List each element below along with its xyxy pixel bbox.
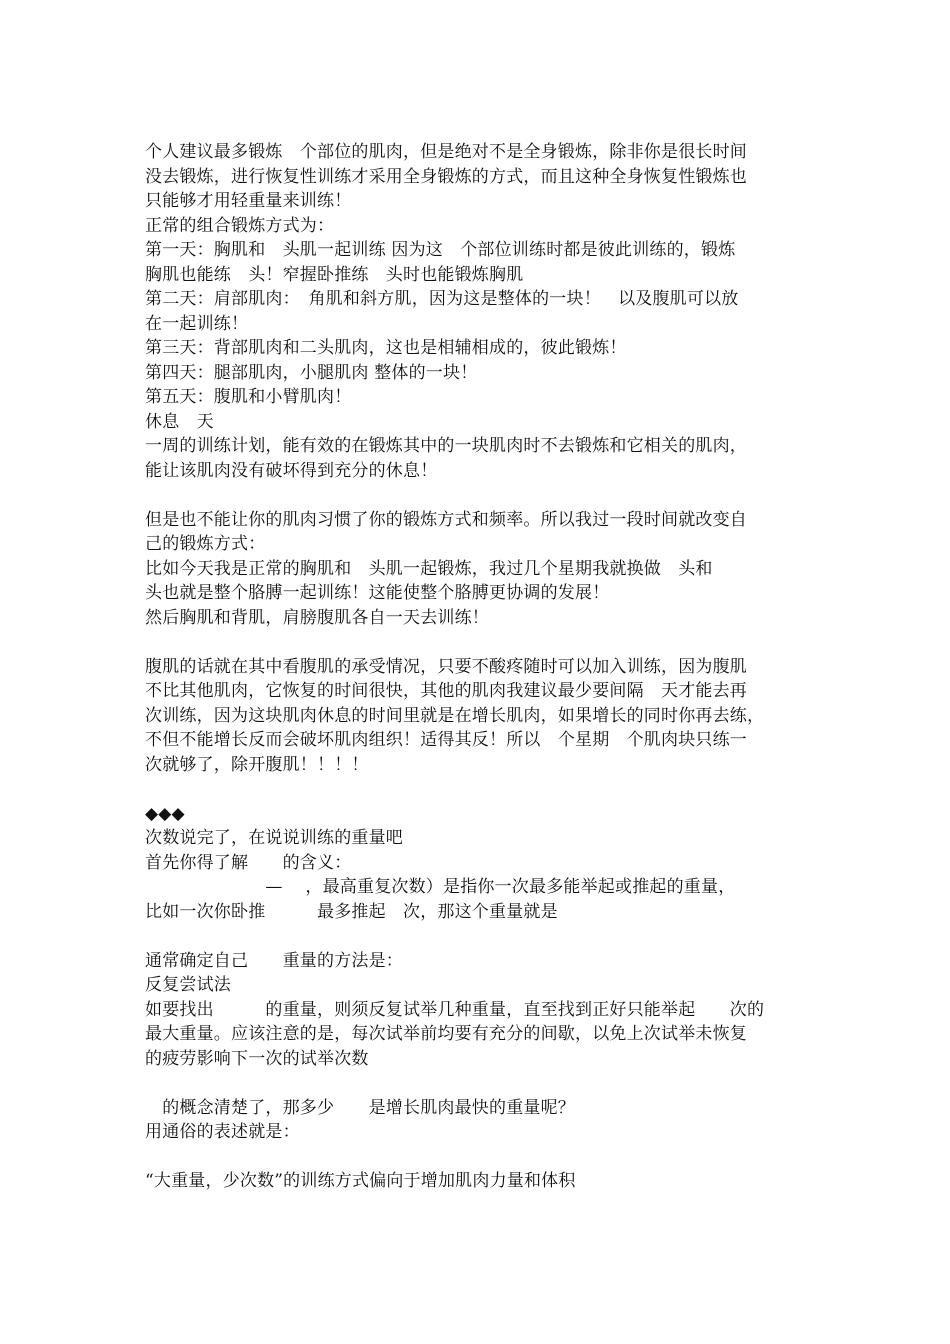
text-line: ◆◆◆	[145, 803, 185, 824]
blank-line	[145, 924, 810, 949]
text-line: 用通俗的表述就是：	[145, 1122, 300, 1142]
text-line: “大重量，少次数”的训练方式偏向于增加肌肉力量和体积	[145, 1171, 576, 1191]
text-line: 在一起训练！	[145, 313, 249, 334]
text-line: 第三天：背部肌肉和二头肌肉，这也是相辅相成的，彼此锻炼！	[145, 338, 627, 358]
text-line: 反复尝试法	[145, 975, 231, 995]
text-line: 次数说完了，在说说训练的重量吧	[145, 828, 403, 848]
text-line: 的疲劳影响下一次的试举次数	[145, 1048, 369, 1069]
text-line: 但是也不能让你的肌肉习惯了你的锻炼方式和频率。所以我过一段时间就改变自	[145, 509, 747, 530]
text-line: 最大重量。应该注意的是，每次试举前均要有充分的间歇，以免上次试举未恢复	[145, 1024, 747, 1044]
text-line: 比如一次你卧推 最多推起 次，那这个重量就是	[145, 901, 558, 922]
text-line: 通常确定自己 重量的方法是：	[145, 950, 403, 971]
text-line: — ，最高重复次数）是指你一次最多能举起或推起的重量，	[145, 877, 736, 897]
text-line: 胸肌也能练 头！窄握卧推练 头时也能锻炼胸肌	[145, 264, 524, 285]
text-line: 头也就是整个胳膊一起训练！这能使整个胳膊更协调的发展！	[145, 583, 610, 603]
text-line: 不比其他肌肉，它恢复的时间很快，其他的肌肉我建议最少要间隔 天才能去再	[145, 681, 747, 701]
text-line: 第四天：腿部肌肉，小腿肌肉 整体的一块！	[145, 362, 478, 383]
text-line: 第一天：胸肌和 头肌一起训练 因为这 个部位训练时都是彼此训练的，锻炼	[145, 240, 736, 260]
text-line: 然后胸肌和背肌，肩膀腹肌各自一天去训练！	[145, 607, 489, 628]
text-line: 第二天：肩部肌肉： 角肌和斜方肌，因为这是整体的一块！ 以及腹肌可以放	[145, 289, 739, 309]
text-line: 次就够了，除开腹肌！！！！	[145, 754, 369, 775]
text-line: 如要找出 的重量，则须反复试举几种重量，直至找到正好只能举起 次的	[145, 999, 765, 1020]
blank-line	[145, 1071, 810, 1096]
text-line: 一周的训练计划，能有效的在锻炼其中的一块肌肉时不去锻炼和它相关的肌肉，	[145, 436, 747, 456]
text-line: 能让该肌肉没有破坏得到充分的休息！	[145, 460, 438, 481]
text-line: 腹肌的话就在其中看腹肌的承受情况，只要不酸疼随时可以加入训练，因为腹肌	[145, 656, 747, 677]
blank-line	[145, 483, 810, 508]
text-line: 的概念清楚了，那多少 是增长肌肉最快的重量呢？	[145, 1097, 575, 1118]
text-line: 第五天：腹肌和小臂肌肉！	[145, 387, 352, 407]
blank-line	[145, 630, 810, 655]
text-line: 己的锻炼方式：	[145, 534, 266, 554]
blank-line	[145, 1145, 810, 1170]
text-line: 次训练，因为这块肌肉休息的时间里就是在增长肌肉，如果增长的同时你再去练，	[145, 705, 765, 726]
blank-line	[145, 777, 810, 802]
text-line: 休息 天	[145, 411, 214, 432]
document-body	[145, 140, 810, 1194]
text-line: 只能够才用轻重量来训练！	[145, 191, 352, 211]
text-line: 不但不能增长反而会破坏肌肉组织！适得其反！所以 个星期 个肌肉块只练一	[145, 730, 747, 750]
text-line: 比如今天我是正常的胸肌和 头肌一起锻炼，我过几个星期我就换做 头和	[145, 558, 713, 579]
text-line: 个人建议最多锻炼 个部位的肌肉，但是绝对不是全身锻炼，除非你是很长时间	[145, 142, 747, 162]
text-line: 首先你得了解 的含义：	[145, 852, 352, 873]
text-line: 正常的组合锻炼方式为：	[145, 215, 335, 236]
text-line: 没去锻炼，进行恢复性训练才采用全身锻炼的方式，而且这种全身恢复性锻炼也	[145, 166, 747, 187]
